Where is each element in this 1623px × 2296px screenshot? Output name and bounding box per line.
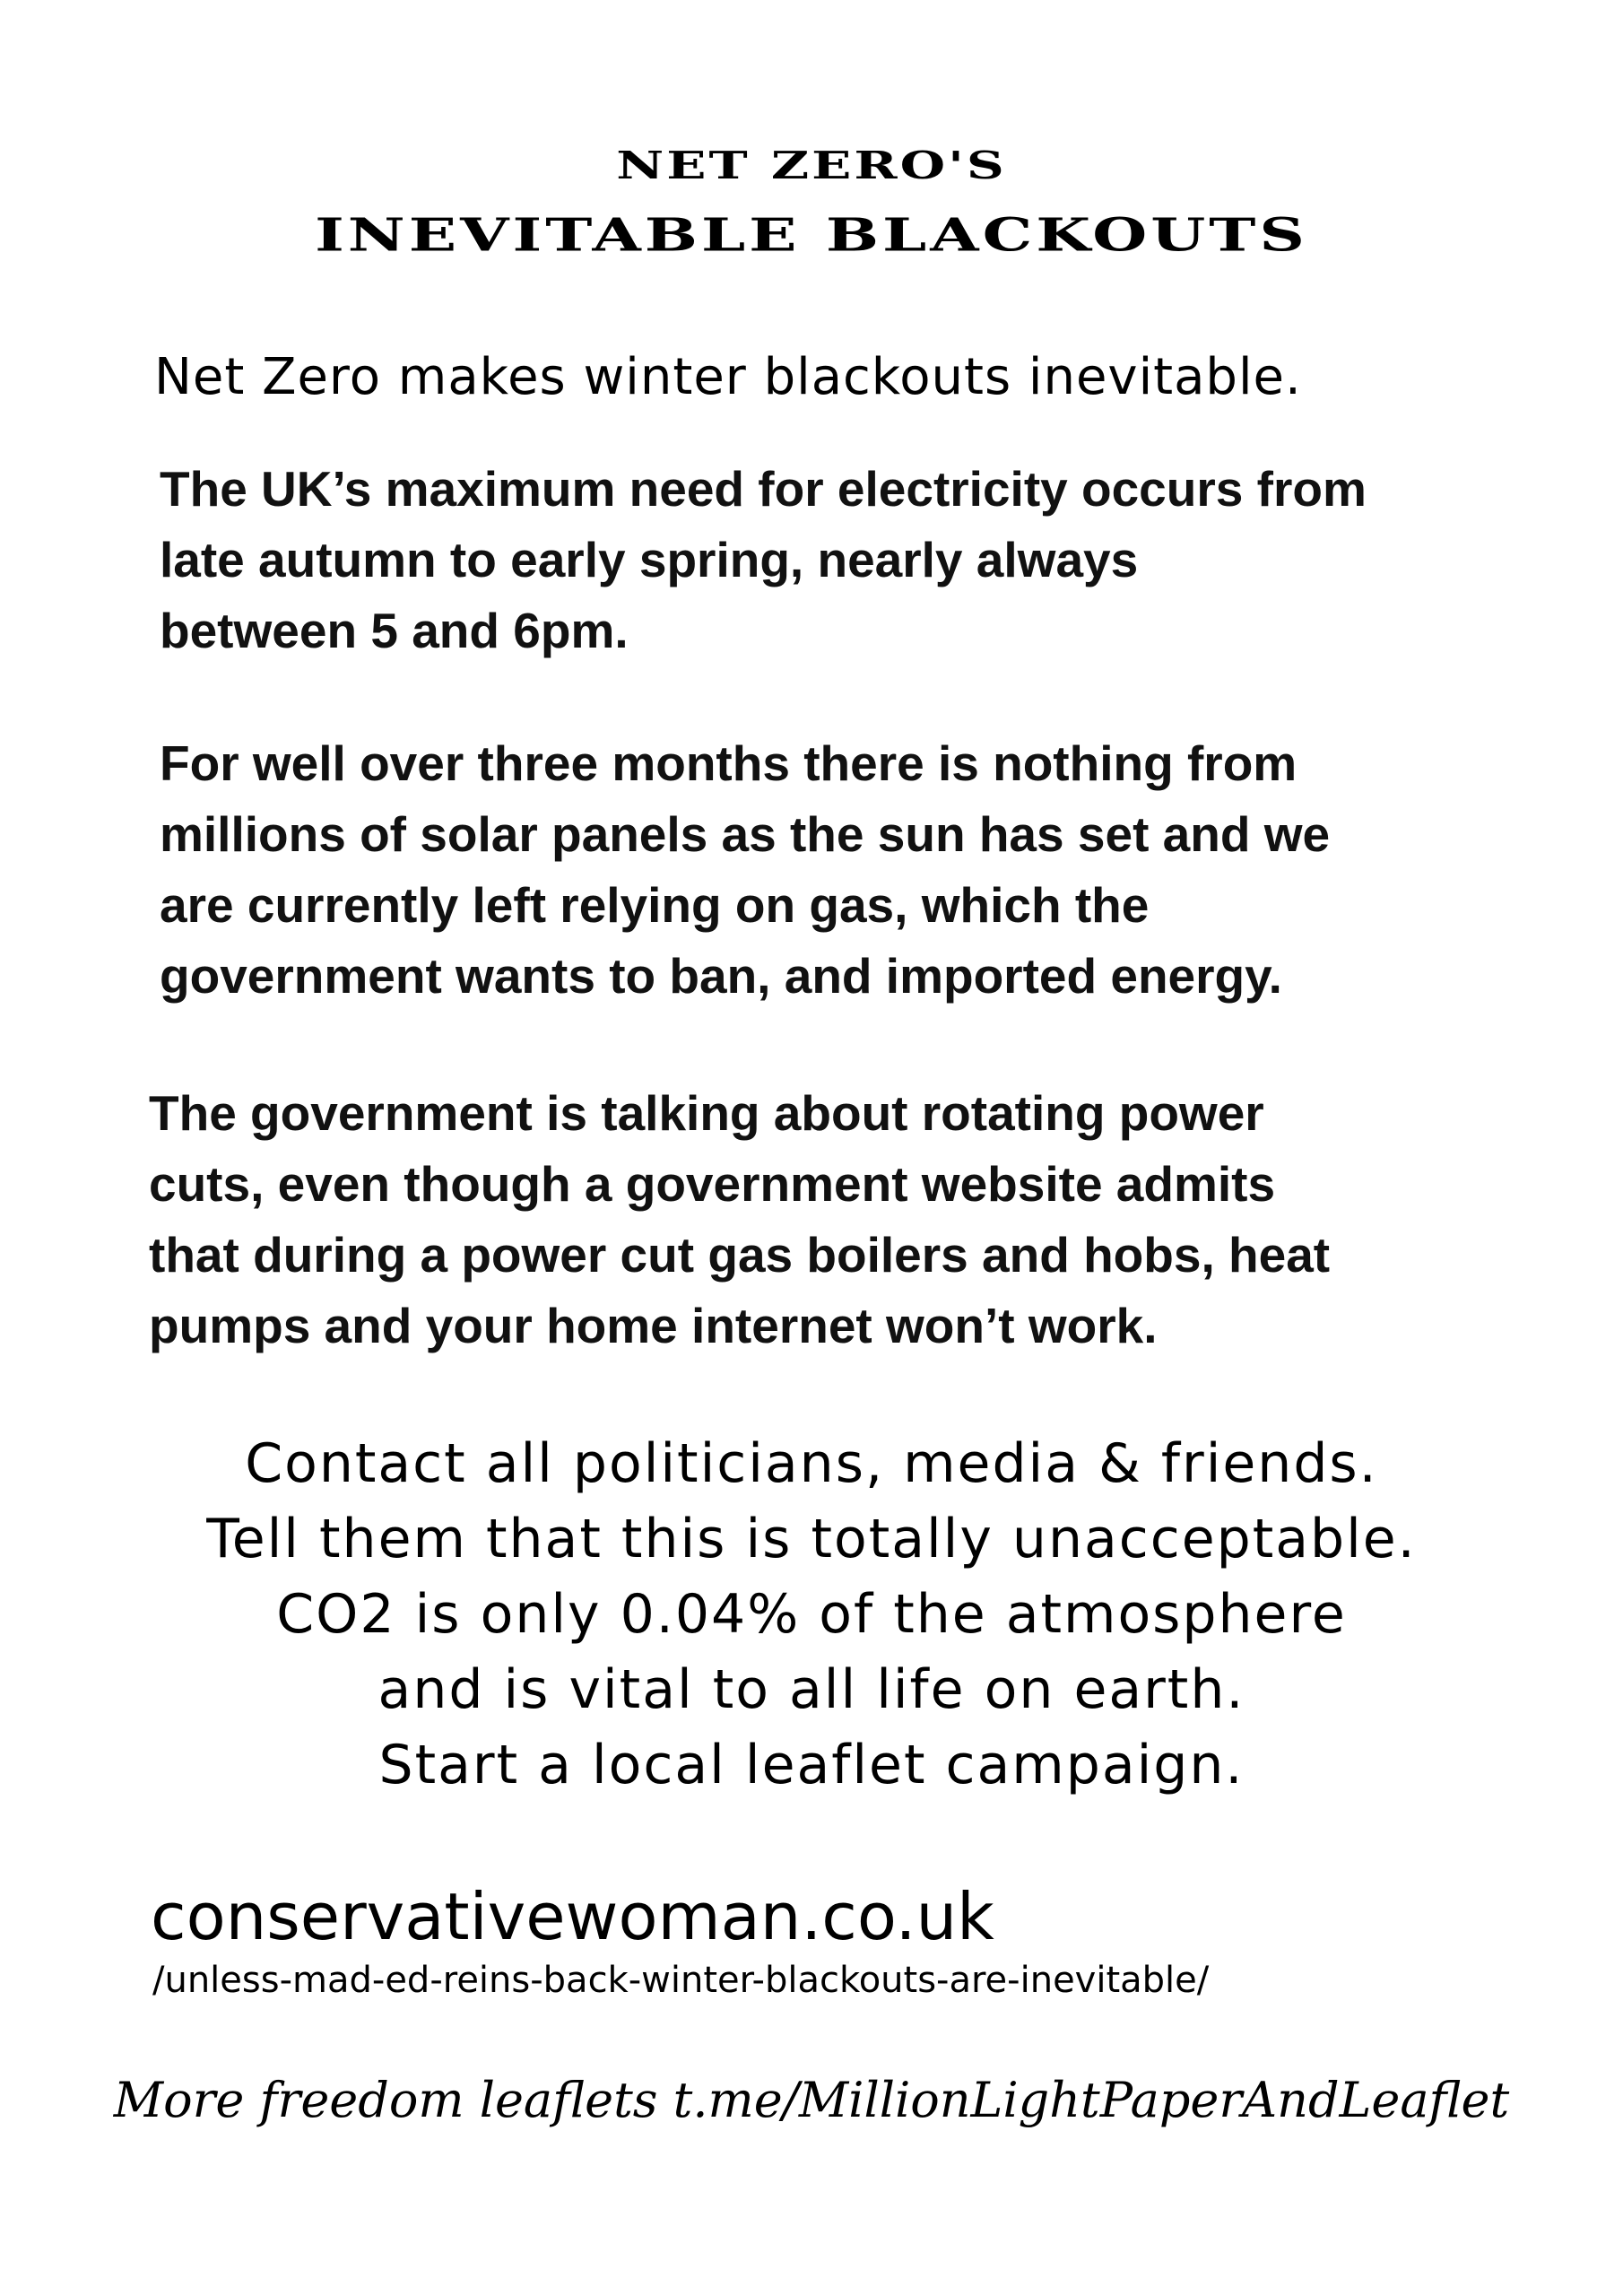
cta-line: Tell them that this is totally unacceptable. xyxy=(206,1508,1417,1570)
paragraph-line: The UK’s maximum need for electricity occurs from xyxy=(160,461,1367,517)
paragraph-line: millions of solar panels as the sun has set and we xyxy=(160,806,1331,862)
cta-line: Start a local leaflet campaign. xyxy=(378,1734,1245,1796)
source-path: /unless-mad-ed-reins-back-winter-blackouts-are-inevitable/ xyxy=(152,1960,1210,2001)
cta-line: Contact all politicians, media & friends. xyxy=(245,1432,1378,1495)
paragraph-line: are currently left relying on gas, which the xyxy=(160,877,1150,933)
paragraph-peak-demand xyxy=(160,454,1367,666)
headline-line-1: NET ZERO'S xyxy=(616,144,1007,187)
lead-sentence: Net Zero makes winter blackouts inevitable. xyxy=(154,348,1302,406)
paragraph-line: For well over three months there is nothing from xyxy=(160,735,1298,791)
headline-line-2: INEVITABLE BLACKOUTS xyxy=(315,208,1308,262)
cta-line: CO2 is only 0.04% of the atmosphere xyxy=(276,1583,1347,1646)
source-domain: conservativewoman.co.uk xyxy=(151,1879,994,1954)
cta-line: and is vital to all life on earth. xyxy=(378,1658,1245,1721)
paragraph-line: between 5 and 6pm. xyxy=(160,603,629,658)
footer-note: More freedom leaflets t.me/MillionLightPaperAndLeaflet xyxy=(113,2072,1510,2128)
paragraph-line: that during a power cut gas boilers and hobs, heat xyxy=(149,1227,1331,1283)
paragraph-line: cuts, even though a government website admits xyxy=(149,1156,1276,1212)
paragraph-solar-gas xyxy=(160,728,1330,1012)
call-to-action xyxy=(0,1426,1623,1803)
paragraph-line: late autumn to early spring, nearly always xyxy=(160,532,1139,587)
paragraph-power-cuts xyxy=(149,1078,1330,1361)
paragraph-line: The government is talking about rotating power xyxy=(149,1085,1264,1141)
paragraph-line: pumps and your home internet won’t work. xyxy=(149,1298,1158,1353)
paragraph-line: government wants to ban, and imported energy. xyxy=(160,948,1282,1004)
